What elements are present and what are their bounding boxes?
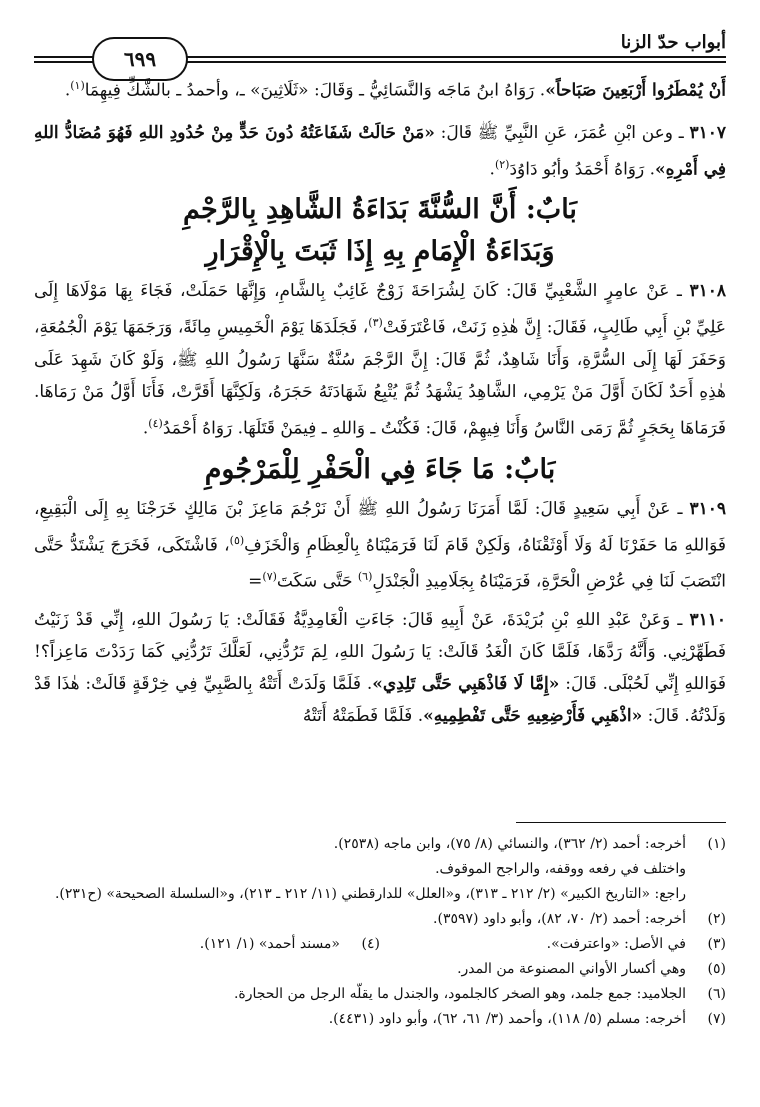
hadith-3108 [34, 275, 726, 444]
footnote-ref[interactable]: (٥) [229, 533, 245, 547]
quote-text: «إِمَّا لَا فَاذْهَبِي حَتَّى تَلِدِي» [372, 673, 560, 694]
footnote-6 [34, 982, 726, 1007]
quote-text: «مَنْ حَالَتْ شَفَاعَتُهُ دُونَ حَدٍّ مِنْ حُدُودِ اللهِ فَهُوَ مُضَادُّ اللهِ فِي أَمْرِهِ» [34, 122, 726, 180]
hadith-text: ـ عَنْ أَبِي سَعِيدٍ قَالَ: لَمَّا أَمَرَنَا رَسُولُ اللهِ ﷺ أَنْ نَرْجُمَ مَاعِزَ بْنَ مَالِكٍ خَرَجْنَا بِهِ إِلَى الْبَقِيعِ، فَوَاللهِ مَا حَفَرْنَا لَهُ وَلَا أَوْثَقْنَاهُ، وَلَكِنْ قَامَ لَنَا فَرَمَيْنَاهُ بِالْعِظَامِ وَالْخَزَفِ [34, 498, 726, 556]
hadith-end: . [489, 159, 495, 180]
hadith-text: ـ وعن ابْنِ عُمَرَ، عَنِ النَّبِيِّ ﷺ قَالَ: [434, 122, 690, 143]
footnote-2 [34, 907, 726, 932]
footnote-number: (١) [707, 836, 726, 852]
hadith-text: حَتَّى سَكَتَ [276, 571, 358, 592]
footnote-text: «مسند أحمد» (١/ ١٢١). [199, 936, 340, 952]
footnote-ref[interactable]: (٣) [368, 316, 383, 330]
hadith-text: ، فَجَلَدَهَا يَوْمَ الْخَمِيسِ مِائَةً، وَرَجَمَهَا يَوْمَ الْجُمُعَةِ، وَحَفَرَ لَهَا إِلَى السُّرَّةِ، وَأَنَا شَاهِدٌ، ثُمَّ قَالَ: إِنَّ الرَّجْمَ سُنَّةٌ سَنَّهَا رَسُولُ اللهِ ﷺ، وَلَوْ كَانَ شَهِدَ عَلَى هٰذِهِ أَحَدٌ لَكَانَ أَوَّلَ مَنْ يَرْمِي، الشَّاهِدُ يَشْهَدُ ثُمَّ يُتْبِعُ شَهَادَتَهُ حَجَرَهُ، وَلَكِنَّهَا أَقَرَّتْ، فَأَنَا أَوَّلُ مَنْ رَمَاهَا. فَرَمَاهَا بِحَجَرٍ ثُمَّ رَمَى النَّاسُ وَأَنَا فِيهِمْ، قَالَ: فَكُنْتُ ـ وَاللهِ ـ فِيمَنْ قَتَلَهَا. رَوَاهُ أَحْمَدُ [34, 317, 726, 439]
continuation-mark: = [248, 571, 263, 592]
paragraph-text: . رَوَاهُ ابنُ مَاجَه وَالنَّسَائِيُّ ـ وَقَالَ: «ثَلَاثِينَ» ـ، وأحمدُ ـ بالشَّكِّ فِيهِمَا [84, 80, 546, 101]
footnote-3 [380, 932, 726, 957]
footnote-ref[interactable]: (٦) [357, 570, 373, 584]
footnote-number: (٤) [361, 936, 380, 952]
footnote-ref[interactable]: (٢) [494, 157, 510, 171]
footnote-1-references [34, 882, 726, 907]
footnote-7 [34, 1007, 726, 1032]
footnote-row-3-4 [34, 932, 726, 957]
hadith-number: ٣١٠٧ [689, 122, 726, 143]
footnote-ref[interactable]: (١) [70, 79, 85, 92]
paragraph-end: . [64, 80, 71, 101]
hadith-text: ، فَاشْتَكَى، فَخَرَجَ يَشْتَدُّ حَتَّى انْتَصَبَ لَنَا فِي عُرْضِ الْحَرَّةِ، فَرَمَيْنَاهُ بِجَلَامِيدِ الْجَنْدَلِ [34, 535, 726, 592]
footnote-text: واختلف في رفعه ووقفه، والراجح الموقوف. [435, 861, 686, 877]
footnote-4 [34, 932, 380, 957]
page-number: ٦٩٩ [92, 37, 188, 81]
footnote-text: الجلاميد: جمع جلمد، وهو الصخر كالجلمود، والجندل ما يقلّه الرجل من الحجارة. [233, 986, 686, 1002]
footnote-1-continued [34, 857, 726, 882]
hadith-3107 [34, 117, 726, 186]
chapter-heading-line: بَابٌ: مَا جَاءَ فِي الْحَفْرِ لِلْمَرْجُومِ [204, 453, 556, 485]
hadith-text: ـ وَعَنْ عَبْدِ اللهِ بْنِ بُرَيْدَةَ، عَنْ أَبِيهِ قَالَ: جَاءَتِ الْغَامِدِيَّةُ فَقَالَتْ: يَا رَسُولَ اللهِ، إِنِّي قَدْ زَنَيْتُ فَطَهِّرْنِي. وَأَنَّهُ رَدَّهَا، فَلَمَّا كَانَ الْغَدُ قَالَتْ: يَا رَسُولَ اللهِ، لِمَ تَرُدُّنِي، لَعَلَّكَ تَرُدُّنِي كَمَا رَدَدْتَ مَاعِزاً؟! فَوَاللهِ إِنِّي لَحُبْلَى. قَالَ: [34, 609, 726, 694]
footnote-1 [34, 832, 726, 857]
footnote-number: (٣) [707, 936, 726, 952]
hadith-end: . [142, 418, 149, 439]
hadith-text: ـ عَنْ عامِرٍ الشَّعْبِيِّ قَالَ: كَانَ لِشُرَاحَةَ زَوْجٌ غَائِبٌ بِالشَّامِ، وَإِنَّهَا حَمَلَتْ، فَجَاءَ بِهَا مَوْلَاهَا إِلَى عَلِيِّ بْنِ أَبِي طَالِبٍ، فَقَالَ: إِنَّ هٰذِهِ زَنَتْ، فَاعْتَرَفَتْ [34, 281, 726, 338]
hadith-3110 [34, 604, 726, 732]
footnote-number: (٢) [707, 911, 726, 927]
footnote-ref[interactable]: (٤) [148, 416, 163, 430]
main-text [34, 70, 726, 810]
quote-text: «اذْهَبِي فَأَرْضِعِيهِ حَتَّى تَفْطِمِيهِ» [423, 705, 643, 726]
hadith-number: ٣١١٠ [689, 609, 726, 630]
footnote-number: (٥) [707, 961, 726, 977]
footnote-text: وهي أكسار الأواني المصنوعة من المدر. [457, 961, 686, 977]
hadith-number: ٣١٠٩ [689, 498, 726, 519]
footnote-separator [516, 822, 726, 823]
footnotes [34, 832, 726, 1092]
footnote-text: أخرجه: مسلم (٥/ ١١٨)، وأحمد (٣/ ٦١، ٦٢)، وأبو داود (٤٤٣١). [328, 1011, 686, 1027]
footnote-text: راجع: «التاريخ الكبير» (٢/ ٢١٢ ـ ٣١٣)، و«العلل» للدارقطني (١١/ ٢١٢ ـ ٢١٣)، و«السلسلة الصحيحة» (ح٢٣١). [54, 886, 686, 902]
page-header [34, 24, 726, 74]
footnote-text: أخرجه: أحمد (٢/ ٧٠، ٨٢)، وأبو داود (٣٥٩٧). [433, 911, 686, 927]
footnote-5 [34, 957, 726, 982]
running-title: أبواب حدّ الزنا [620, 32, 726, 53]
hadith-text: . فَلَمَّا وَلَدَتْ أَتَتْهُ بِالصَّبِيِّ فِي خِرْقَةٍ قَالَتْ: هٰذَا قَدْ وَلَدْتُهُ. قَالَ: [34, 673, 726, 726]
hadith-text: . فَلَمَّا فَطَمَتْهُ أَتَتْهُ [302, 705, 424, 726]
chapter-heading-1 [34, 189, 726, 273]
chapter-heading-line: بَابٌ: أَنَّ السُّنَّةَ بَدَاءَةُ الشَّاهِدِ بِالرَّجْمِ [183, 194, 577, 226]
quote-text: أَنْ يُمْطَرُوا أَرْبَعِينَ صَبَاحاً» [545, 80, 726, 101]
hadith-text: . رَوَاهُ أَحْمَدُ وأبُو دَاوُدَ [509, 159, 656, 180]
footnote-text: في الأصل: «واعترفت». [546, 936, 686, 952]
chapter-heading-line: وَبَدَاءَةُ الْإِمَامِ بِهِ إِذَا ثَبَتَ بِالْإِقْرَارِ [205, 236, 555, 268]
hadith-3109 [34, 493, 726, 598]
footnote-number: (٧) [707, 1011, 726, 1027]
hadith-number: ٣١٠٨ [689, 281, 726, 302]
footnote-text: أخرجه: أحمد (٢/ ٣٦٢)، والنسائي (٨/ ٧٥)، وابن ماجه (٢٥٣٨). [333, 836, 686, 852]
paragraph-continuation [34, 70, 726, 107]
footnote-ref[interactable]: (٧) [262, 570, 277, 584]
footnote-number: (٦) [707, 986, 726, 1002]
chapter-heading-2 [34, 449, 726, 491]
